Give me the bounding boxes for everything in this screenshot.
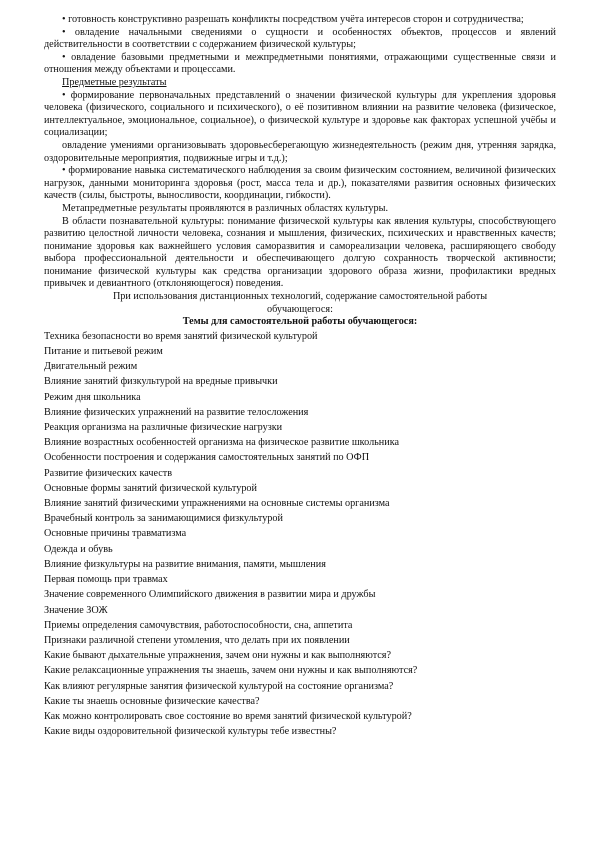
topic-item: Режим дня школьника	[44, 391, 141, 403]
topic-item: Влияние занятий физическими упражнениями на основные системы организма	[44, 498, 390, 510]
topics-list	[44, 329, 556, 739]
document-body	[44, 14, 556, 316]
paragraph: Метапредметные результаты проявляются в различных областях культуры.	[62, 202, 388, 214]
paragraph: В области познавательной культуры: понимание физической культуры как явления культуры, способствующего развитию целостной личности человека, сознания и мышления, физических, психических и нравственных качеств; понимание здоровья как важнейшего условия саморазвития и самореализации человека, расширяющего свободу выбора профессиональной деятельности и обеспечивающего долгую сохранность творческой активности; понимание физической культуры как средства организации здорового образа жизни, профилактики вредных привычек и девиантного (отклоняющегося) поведения.	[44, 215, 556, 290]
topic-item: Основные причины травматизма	[44, 528, 187, 540]
paragraph: Предметные результаты	[62, 76, 167, 88]
topic-item: Врачебный контроль за занимающимися физкультурой	[44, 513, 283, 525]
document-page	[44, 14, 556, 739]
paragraph: овладение умениями организовывать здоровьесберегающую жизнедеятельность (режим дня, утренняя зарядка, оздоровительные мероприятия, подвижные игры и т.д.);	[44, 139, 556, 164]
topic-item: Двигательный режим	[44, 361, 138, 373]
topic-item: Влияние занятий физкультурой на вредные привычки	[44, 376, 278, 388]
topic-item: Влияние физкультуры на развитие внимания, памяти, мышления	[44, 558, 326, 570]
paragraph: • готовность конструктивно разрешать конфликты посредством учёта интересов сторон и сотрудничества;	[62, 14, 524, 25]
topic-item: Приемы определения самочувствия, работоспособности, сна, аппетита	[44, 619, 353, 631]
topic-item: Значение ЗОЖ	[44, 604, 108, 616]
topic-item: Реакция организма на различные физические нагрузки	[44, 422, 283, 434]
paragraph: • формирование навыка систематического наблюдения за своим физическим состоянием, величиной физических нагрузок, данными мониторинга здоровья (рост, масса тела и др.), показателями развития основных физических качеств (силы, быстроты, выносливости, координации, гибкости).	[44, 165, 556, 202]
topic-item: Признаки различной степени утомления, что делать при их появлении	[44, 634, 350, 646]
paragraph: • формирование первоначальных представлений о значении физической культуры для укрепления здоровья человека (физического, социального и психического), о её позитивном влиянии на развитие человека (физическое, интеллектуальное, эмоциональное, социальное), о физической культуре и здоровье как факторах успешной учёбы и социализации;	[44, 89, 556, 139]
topic-item: Влияние физических упражнений на развитие телосложения	[44, 406, 309, 418]
topics-title: Темы для самостоятельной работы обучающегося:	[182, 316, 418, 328]
topic-item: Какие виды оздоровительной физической культуры тебе известны?	[44, 726, 337, 738]
topic-item: Основные формы занятий физической культурой	[44, 482, 257, 494]
topic-item: Влияние возрастных особенностей организма на физическое развитие школьника	[44, 437, 400, 449]
topic-item: Одежда и обувь	[44, 543, 113, 555]
topic-item: Какие релаксационные упражнения ты знаешь, зачем они нужны и как выполняются?	[44, 665, 418, 677]
paragraph: • овладение базовыми предметными и межпредметными понятиями, отражающими существенные связи и отношения между объектами и процессами.	[44, 51, 556, 76]
topic-item: Как можно контролировать свое состояние во время занятий физической культурой?	[44, 710, 412, 722]
topic-item: Первая помощь при травмах	[44, 574, 168, 586]
topic-item: Питание и питьевой режим	[44, 346, 163, 358]
topic-item: Развитие физических качеств	[44, 467, 173, 479]
paragraph: • овладение начальными сведениями о сущности и особенностях объектов, процессов и явлений действительности в соответствии с содержанием физической культуры;	[44, 26, 556, 51]
topic-item: Как влияют регулярные занятия физической культурой на состояние организма?	[44, 680, 394, 692]
topic-item: Какие ты знаешь основные физические качества?	[44, 695, 260, 707]
topic-item: Особенности построения и содержания самостоятельных занятий по ОФП	[44, 452, 370, 464]
topic-item: Техника безопасности во время занятий физической культурой	[44, 330, 318, 342]
topic-item: Значение современного Олимпийского движения в развитии мира и дружбы	[44, 589, 376, 601]
topic-item: Какие бывают дыхательные упражнения, зачем они нужны и как выполняются?	[44, 650, 392, 662]
paragraph: При использования дистанционных технологий, содержание самостоятельной работы обучающегося:	[112, 291, 488, 315]
